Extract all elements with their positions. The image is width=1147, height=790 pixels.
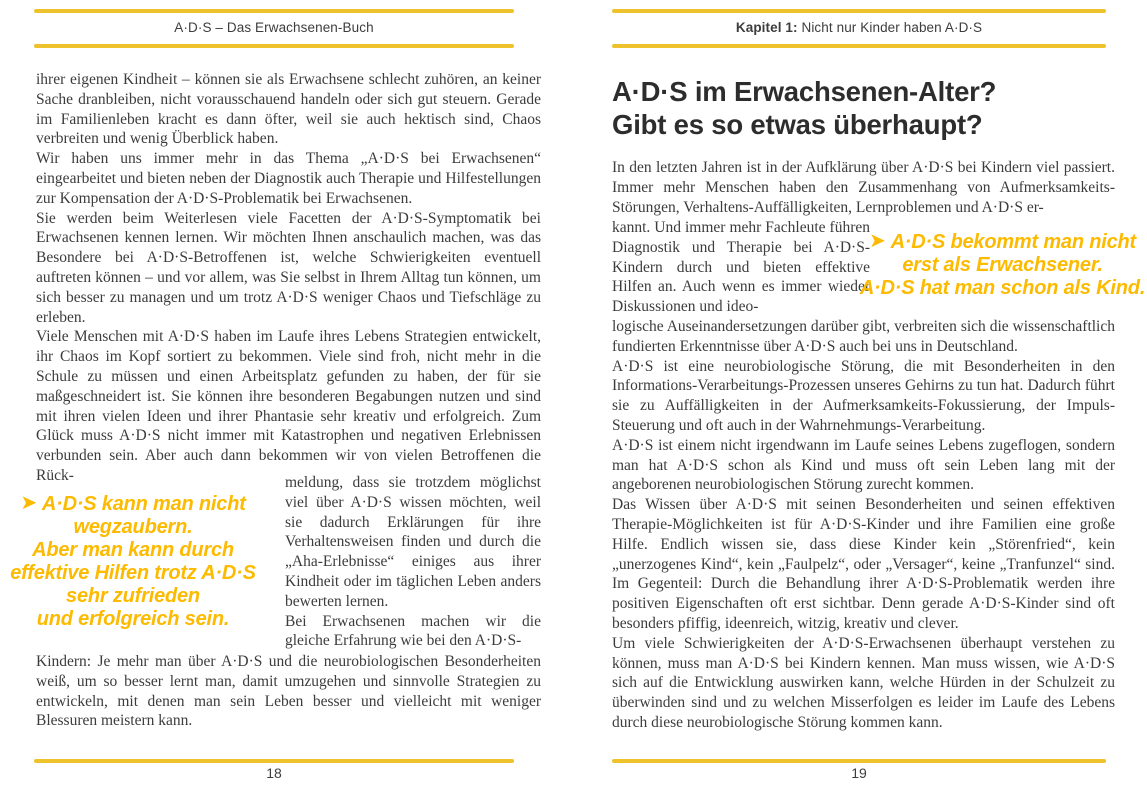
paragraph: Kindern: Je mehr man über A·D·S und die neurobiologischen Besonderheiten weiß, um so besser lernt man, damit umzugehen und sinnvolle Strategien zu entwickeln, mit denen man sein Leben besser und vielleicht mit weniger Blessuren meistern kann.: [36, 653, 541, 730]
pull-quote-right: [858, 231, 1147, 300]
section-title: [612, 76, 1122, 141]
footer-rule-left: [34, 759, 514, 763]
section-title-line1: A·D·S im Erwachsenen-Alter?: [612, 76, 997, 107]
pull-quote-line: sehr zufrieden: [66, 585, 200, 607]
paragraph: In den letzten Jahren ist in der Aufklärung über A·D·S bei Kindern viel passiert. Immer mehr Menschen haben den Zusammenhang von Aufmerksamkeits-Störungen, Verhaltens-Auffälligkeiten, Lernproblemen und A·D·S er-: [612, 159, 1115, 216]
paragraph: Um viele Schwierigkeiten der A·D·S-Erwachsenen überhaupt verstehen zu können, muss man A·D·S bei Kindern kennen. Man muss wissen, wie A·D·S sich auf die Entwicklung auswirken kann, welche Hürden in der Schulzeit zu überwinden sind und zu welchen Misserfolgen es leider im Laufe des Lebens durch diese neurobiologische Störung kommen kann.: [612, 634, 1115, 731]
header-rule-top-left: [34, 9, 514, 13]
header-rule-bottom-left: [34, 44, 514, 48]
footer-rule-right: [612, 759, 1106, 763]
body-text-left-beside-quote: [285, 473, 541, 651]
pull-quote-text: A·D·S bekommt man nicht: [890, 231, 1136, 253]
chapter-label: Kapitel 1:: [735, 20, 798, 35]
header-rule-bottom-right: [612, 44, 1106, 48]
body-text-right-beside-quote: [612, 218, 870, 317]
body-text-right-intro: [612, 158, 1115, 217]
paragraph: Das Wissen über A·D·S mit seinen Besonderheiten und seinen effektiven Therapie-Möglichkeiten ist für A·D·S-Kinder und ihre Familien eine große Hilfe. Endlich wissen sie, dass diese Kinder kein „Störenfried“, kein „unerzogenes Kind“, kein „Faulpelz“, oder „Versager“, keine „Tranfunzel“ sind. Im Gegenteil: Durch die Behandlung ihrer A·D·S-Problematik werden ihre positiven Eigenschaften oft erst sichtbar. Denn gerade A·D·S-Kinder sind oft besonders pfiffig, ideenreich, witzig, kreativ und clever.: [612, 496, 1115, 632]
paragraph: ihrer eigenen Kindheit – können sie als Erwachsene schlecht zuhören, an keiner Sache dranbleiben, nicht vorausschauend handeln oder sich gut steuern. Gerade im Familienleben kracht es dann öfter, weil sie auch hektisch sind, Chaos verbreiten und wenig Überblick haben.: [36, 71, 541, 148]
page-number-right: 19: [851, 765, 867, 781]
pull-quote-line: effektive Hilfen trotz A·D·S: [10, 562, 256, 584]
paragraph: Bei Erwachsenen machen wir die gleiche Erfahrung wie bei den A·D·S-: [285, 612, 541, 650]
paragraph: A·D·S ist einem nicht irgendwann im Laufe seines Lebens zugeflogen, sondern man hat A·D·S schon als Kind und muss oft sein Leben lang mit der angeborenen neurobiologischen Störung zurecht kommen.: [612, 436, 1115, 494]
paragraph: kannt. Und immer mehr Fachleute führen Diagnostik und Therapie bei A·D·S-Kindern durch und bieten effektive Hilfen an. Auch wenn es immer wieder Diskussionen und ideo-: [612, 219, 870, 316]
paragraph: Viele Menschen mit A·D·S haben im Laufe ihres Lebens Strategien entwickelt, ihr Chaos im Kopf sortiert zu bekommen. Viele sind froh, nicht mehr in die Schule zu müssen und einen Arbeitsplatz gefunden zu haben, der für sie maßgeschneidert ist. Sie können ihre besonderen Begabungen nutzen und sind mit ihren vielen Ideen und ihrer Phantasie sehr kreativ und erfolgreich. Zum Glück muss A·D·S nicht immer mit Katastrophen und negativen Erlebnissen verbunden sein. Aber auch dann bekommen wir von vielen Betroffenen die Rück-: [36, 328, 541, 484]
page-number-left: 18: [266, 765, 282, 781]
paragraph: A·D·S ist eine neurobiologische Störung, die mit Besonderheiten in den Informations-Verarbeitungs-Prozessen unseres Gehirns zu tun hat. Dadurch führt sie zu Auffälligkeiten in der Aufmerksamkeits-Fokussierung, der Impuls-Steuerung und oft auch in der Wahrnehmungs-Verarbeitung.: [612, 357, 1115, 434]
chapter-header-text: Nicht nur Kinder haben A·D·S: [801, 20, 983, 35]
body-text-right-main: [612, 317, 1115, 733]
pull-quote-line: und erfolgreich sein.: [36, 608, 230, 630]
body-text-left-top: [36, 70, 541, 486]
body-text-left-bottom: [36, 652, 541, 731]
arrow-bullet-icon: ➤: [20, 492, 37, 514]
pull-quote-line: wegzaubern.: [73, 516, 193, 538]
paragraph: logische Auseinandersetzungen darüber gibt, verbreiten sich die wissenschaftlich fundierten Erkenntnisse über A·D·S auch bei uns in Deutschland.: [612, 318, 1115, 355]
pull-quote-line: Aber man kann durch: [32, 539, 234, 561]
paragraph: meldung, dass sie trotzdem möglichst viel über A·D·S wissen möchten, weil sie dadurch Erklärungen für ihre Verhaltensweisen finden und durch die „Aha-Erlebnisse“ einiges aus ihrer Kindheit oder im täglichen Leben anders bewerten lernen.: [285, 474, 541, 610]
pull-quote-line: [858, 231, 1147, 254]
header-rule-top-right: [612, 9, 1106, 13]
section-title-line2: Gibt es so etwas überhaupt?: [612, 108, 983, 140]
pull-quote-line: erst als Erwachsener.: [902, 254, 1103, 276]
pull-quote-text: A·D·S kann man nicht: [41, 493, 246, 515]
paragraph: Sie werden beim Weiterlesen viele Facetten der A·D·S-Symptomatik bei Erwachsenen kennen lernen. Wir möchten Ihnen anschaulich machen, was das Besondere bei A·D·S-Betroffenen ist, welche Schwierigkeiten eventuell auftreten können – und vor allem, was Sie selbst in Ihrem Alltag tun können, um sich besser zu managen und um trotz A·D·S weniger Chaos und Tiefschläge zu erleben.: [36, 209, 541, 326]
paragraph: Wir haben uns immer mehr in das Thema „A·D·S bei Erwachsenen“ eingearbeitet und bieten neben der Diagnostik auch Therapie und Hilfestellungen zur Kompensation der A·D·S-Problematik bei Erwachsenen.: [36, 150, 541, 207]
pull-quote-line: A·D·S hat man schon als Kind.: [859, 277, 1146, 299]
pull-quote-left: [0, 493, 266, 631]
pull-quote-line: [0, 493, 266, 516]
running-header-right: [612, 20, 1106, 38]
running-header-left: A·D·S – Das Erwachsenen-Buch: [174, 20, 374, 35]
arrow-bullet-icon: ➤: [869, 230, 886, 252]
